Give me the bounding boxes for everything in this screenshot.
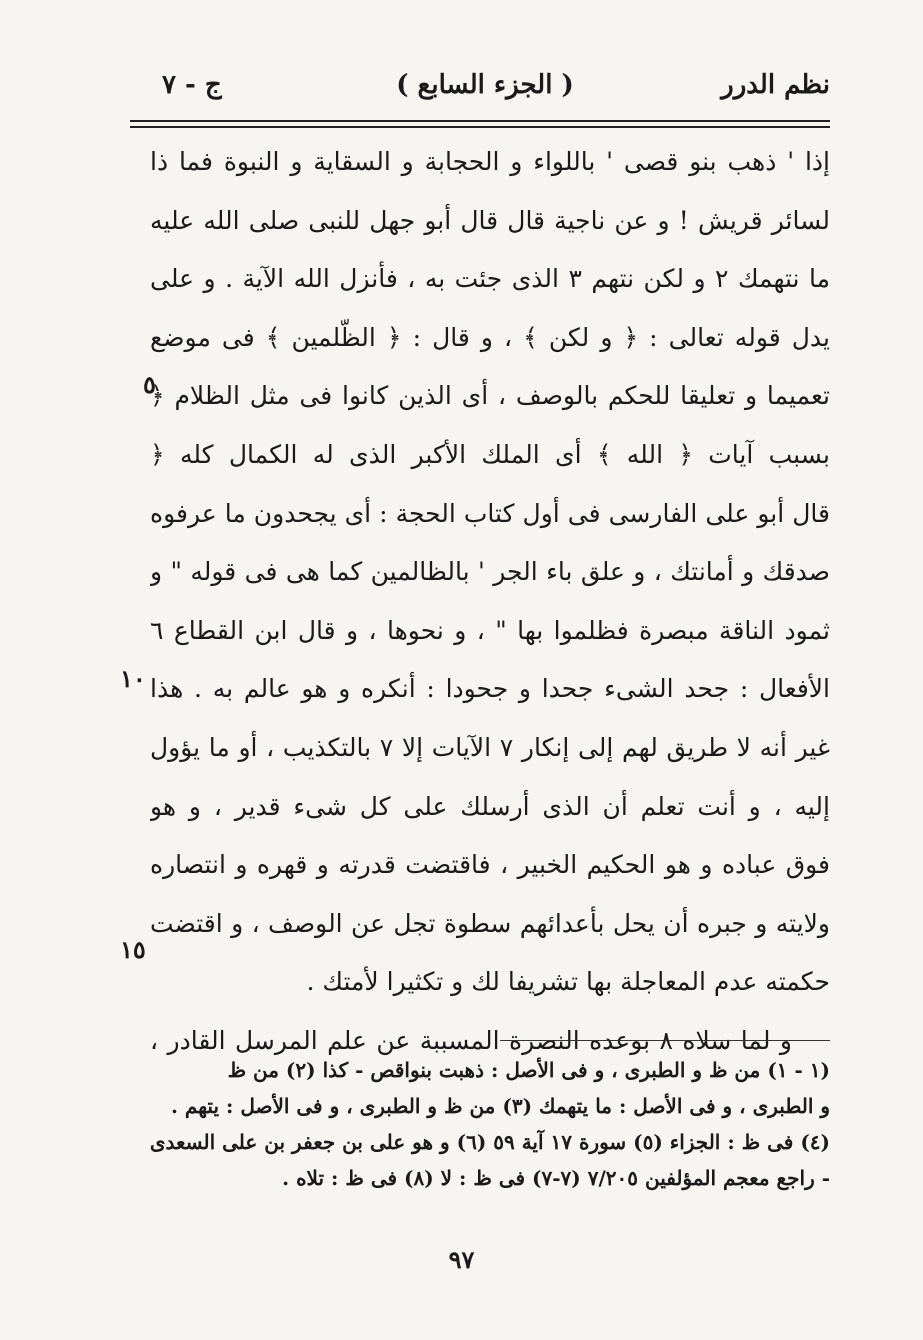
text-line: فوق عباده و هو الحكيم الخبير ، فاقتضت قدرته و قهره و انتصاره <box>150 850 830 880</box>
book-title: نظم الدرر <box>721 70 830 100</box>
header-rule-double <box>130 126 830 128</box>
text-line: ثمود الناقة مبصرة فظلموا بها " ، و نحوها ، و قال ابن القطاع ٦ <box>150 615 830 645</box>
text-line: و لما سلاه ٨ بوعده النصرة المسببة عن علم المرسل القادر ، <box>150 1025 792 1055</box>
footnote-rule <box>500 1040 830 1041</box>
text-line: غير أنه لا طريق لهم إلى إنكار ٧ الآيات إلا ٧ بالتكذيب ، أو ما يؤول <box>150 732 830 762</box>
footnote-line: (١ - ١) من ظ و الطبرى ، و فى الأصل : ذهبت بنواقص - كذا (٢) من ظ <box>227 1058 830 1082</box>
text-line: بسبب آيات ﴿ الله ﴾ أى الملك الأكبر الذى له الكمال كله ﴿ <box>150 439 830 469</box>
text-line: إليه ، و أنت تعلم أن الذى أرسلك على كل شىء قدير ، و هو <box>150 791 830 821</box>
footnote-line: - راجع معجم المؤلفين ٧/٢٠٥ (٧-٧) فى ظ : لا (٨) فى ظ : تلاه . <box>282 1166 830 1190</box>
text-line: الأفعال : جحد الشىء جحدا و جحودا : أنكره و هو عالم به . هذا <box>150 674 830 704</box>
text-line: صدقك و أمانتك ، و علق باء الجر ' بالظالمين كما هى فى قوله " و <box>150 557 830 587</box>
page-number: ٩٧ <box>448 1245 475 1274</box>
main-text <box>150 133 830 1071</box>
part-title: ( الجزء السابع ) <box>396 70 574 100</box>
volume-label: ج - ٧ <box>162 70 222 100</box>
header-rule <box>130 120 830 122</box>
text-line: قال أبو على الفارسى فى أول كتاب الحجة : أى يجحدون ما عرفوه <box>150 498 830 528</box>
line-number-10: ١٠ <box>120 664 146 693</box>
text-line: ما نتهمك ٢ و لكن نتهم ٣ الذى جئت به ، فأنزل الله الآية . و على <box>150 264 830 294</box>
footnotes <box>120 1052 830 1196</box>
text-line: إذا ' ذهب بنو قصى ' باللواء و الحجابة و السقاية و النبوة فما ذا <box>150 147 830 176</box>
line-number-5: ٥ <box>143 370 156 399</box>
footnote-line: و الطبرى ، و فى الأصل : ما يتهمك (٣) من ظ و الطبرى ، و فى الأصل : يتهم . <box>170 1094 830 1118</box>
footnote-line: (٤) فى ظ : الجزاء (٥) سورة ١٧ آية ٥٩ (٦) و هو على بن جعفر بن على السعدى <box>149 1130 830 1154</box>
text-line: لسائر قريش ! و عن ناجية قال قال أبو جهل للنبى صلى الله عليه <box>150 205 830 235</box>
text-line: ولايته و جبره أن يحل بأعدائهم سطوة تجل عن الوصف ، و اقتضت <box>150 908 830 938</box>
text-line: تعميما و تعليقا للحكم بالوصف ، أى الذين كانوا فى مثل الظلام ﴿ <box>150 381 830 411</box>
text-line: حكمته عدم المعاجلة بها تشريفا لك و تكثيرا لأمتك . <box>306 967 830 997</box>
running-header <box>140 62 830 112</box>
text-line: يدل قوله تعالى : ﴿ و لكن ﴾ ، و قال : ﴿ الظّلمين ﴾ فى موضع <box>150 322 830 352</box>
line-number-15: ١٥ <box>120 935 146 964</box>
